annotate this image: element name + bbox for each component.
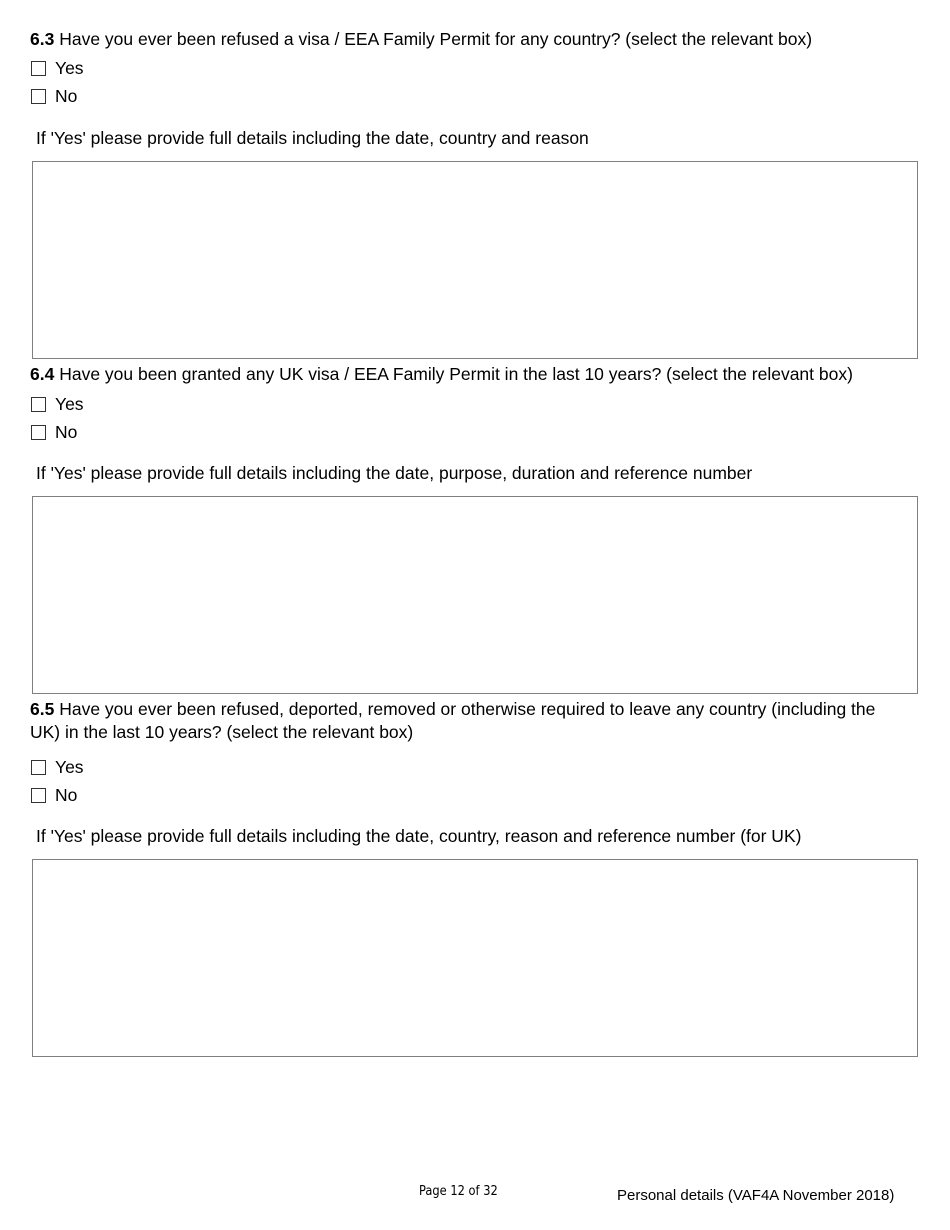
question-number: 6.4 [30,364,55,384]
question-number: 6.5 [30,699,55,719]
answer-box-6-5[interactable] [32,859,918,1057]
answer-box-6-4[interactable] [32,496,918,694]
question-text: Have you been granted any UK visa / EEA Family Permit in the last 10 years? (select the relevant box) [59,364,853,384]
option-label: Yes [55,57,84,78]
instruction-6-3: If 'Yes' please provide full details including the date, country and reason [36,128,589,148]
instruction-6-4: If 'Yes' please provide full details including the date, purpose, duration and reference number [36,463,753,483]
option-yes-6-4[interactable] [31,393,84,415]
option-label: No [55,784,78,805]
option-label: No [55,421,78,442]
page-number: Page 12 of 32 [419,1184,498,1199]
checkbox-no-6-3[interactable] [31,89,46,104]
question-6-5 [30,698,910,744]
instruction-6-5: If 'Yes' please provide full details including the date, country, reason and reference number (for UK) [36,826,802,846]
option-no-6-5[interactable] [31,784,77,806]
checkbox-no-6-4[interactable] [31,425,46,440]
question-number: 6.3 [30,29,55,49]
option-no-6-3[interactable] [31,85,77,107]
answer-box-6-3[interactable] [32,161,918,359]
checkbox-no-6-5[interactable] [31,788,46,803]
option-label: Yes [55,756,84,777]
question-text: Have you ever been refused, deported, removed or otherwise required to leave any country (including the UK) in the last 10 years? (select the relevant box) [30,699,876,742]
document-reference: Personal details (VAF4A November 2018) [617,1187,895,1204]
option-label: No [55,85,78,106]
option-no-6-4[interactable] [31,421,77,443]
option-yes-6-5[interactable] [31,756,84,778]
checkbox-yes-6-5[interactable] [31,760,46,775]
question-text: Have you ever been refused a visa / EEA Family Permit for any country? (select the relevant box) [59,29,813,49]
question-6-3 [30,28,910,51]
checkbox-yes-6-3[interactable] [31,61,46,76]
question-6-4 [30,363,910,386]
checkbox-yes-6-4[interactable] [31,397,46,412]
option-yes-6-3[interactable] [31,57,84,79]
option-label: Yes [55,393,84,414]
